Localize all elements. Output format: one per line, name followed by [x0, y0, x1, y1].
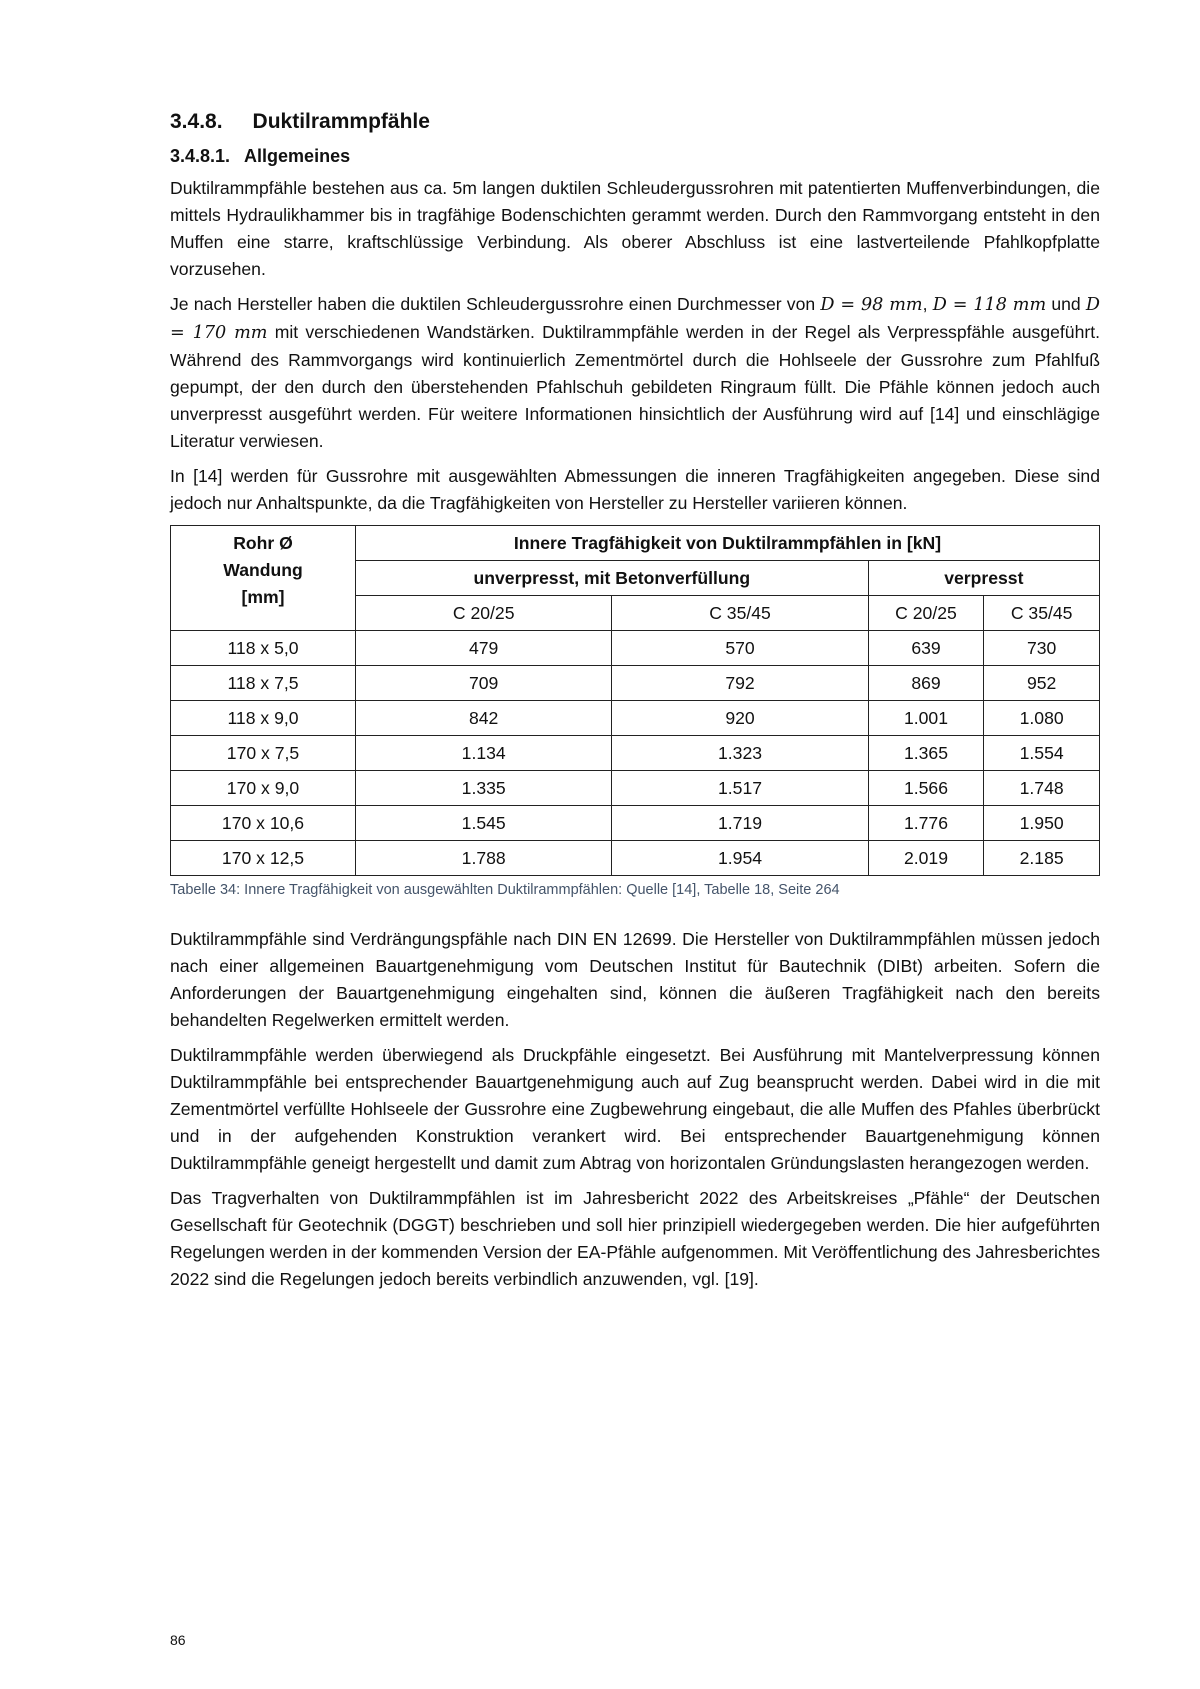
table-cell: 170 x 10,6: [171, 806, 356, 841]
section-number: 3.4.8.: [170, 110, 223, 133]
table-cell: 1.719: [612, 806, 868, 841]
paragraph-3: In [14] werden für Gussrohre mit ausgewählten Abmessungen die inneren Tragfähigkeiten angegeben. Diese sind jedoch nur Anhaltspunkte, da die Tragfähigkeiten von Hersteller zu Hersteller variieren können.: [170, 466, 1100, 513]
row-header-line-1: Rohr Ø: [233, 533, 293, 553]
page-number: 86: [170, 1632, 186, 1648]
sub-header: C 20/25: [356, 596, 612, 631]
table-cell: 1.365: [868, 736, 984, 771]
sub-header: C 35/45: [984, 596, 1100, 631]
table-row: [171, 631, 1100, 666]
paragraph-2-and: und: [1046, 294, 1086, 314]
table-cell: 920: [612, 701, 868, 736]
table-cell: 1.134: [356, 736, 612, 771]
table-cell: 2.185: [984, 841, 1100, 876]
row-header-line-3: [mm]: [241, 587, 285, 607]
sub-header: C 20/25: [868, 596, 984, 631]
table-row: [171, 736, 1100, 771]
table-cell: 1.950: [984, 806, 1100, 841]
section-title: Duktilrammpfähle: [252, 110, 430, 133]
paragraph-2: [170, 291, 1100, 455]
table-cell: 1.748: [984, 771, 1100, 806]
math-diameter-170: D = 170 mm: [170, 295, 1100, 343]
table-cell: 792: [612, 666, 868, 701]
table-cell: 170 x 12,5: [171, 841, 356, 876]
table-row: [171, 701, 1100, 736]
paragraph-2-comma: ,: [922, 294, 933, 314]
table-cell: 952: [984, 666, 1100, 701]
paragraph-1: Duktilrammpfähle bestehen aus ca. 5m langen duktilen Schleudergussrohren mit patentierten Muffenverbindungen, die mittels Hydraulikhammer bis in tragfähige Bodenschichten gerammt werden. Durch den Rammvorgang entsteht in den Muffen eine starre, kraftschlüssige Verbindung. Als oberer Abschluss ist eine lastverteilende Pfahlkopfplatte vorzusehen.: [170, 178, 1100, 279]
table-cell: 1.554: [984, 736, 1100, 771]
table-cell: 1.001: [868, 701, 984, 736]
paragraph-2-text-a: Je nach Hersteller haben die duktilen Schleudergussrohre einen Durchmesser von: [170, 294, 821, 314]
table-cell: 730: [984, 631, 1100, 666]
table-cell: 118 x 9,0: [171, 701, 356, 736]
table-cell: 1.566: [868, 771, 984, 806]
table-cell: 869: [868, 666, 984, 701]
math-diameter-98: D = 98 mm: [820, 295, 923, 315]
paragraph-2-text-b: mit verschiedenen Wandstärken. Duktilrammpfähle werden in der Regel als Verpresspfähle ausgeführt. Während des Rammvorgangs wird kontinuierlich Zementmörtel durch die Hohlseele der Gussrohre zum Pfahlfuß gepumpt, der den durch den überstehenden Pfahlschuh gebildeten Ringraum füllt. Die Pfähle können jedoch auch unverpresst ausgeführt werden. Für weitere Informationen hinsichtlich der Ausführung wird auf [14] und einschlägige Literatur verwiesen.: [170, 322, 1100, 451]
math-diameter-118: D = 118 mm: [932, 295, 1047, 315]
main-header: Innere Tragfähigkeit von Duktilrammpfählen in [kN]: [356, 526, 1100, 561]
table-cell: 170 x 9,0: [171, 771, 356, 806]
sub-header: C 35/45: [612, 596, 868, 631]
table-cell: 1.788: [356, 841, 612, 876]
table-cell: 639: [868, 631, 984, 666]
table-row: [171, 771, 1100, 806]
table-cell: 1.323: [612, 736, 868, 771]
table-cell: 1.776: [868, 806, 984, 841]
table-caption: Tabelle 34: Innere Tragfähigkeit von ausgewählten Duktilrammpfählen: Quelle [14], Tabelle 18, Seite 264: [170, 882, 840, 898]
table-cell: 170 x 7,5: [171, 736, 356, 771]
table-cell: 1.545: [356, 806, 612, 841]
row-header-cell: [171, 526, 356, 631]
table-cell: 479: [356, 631, 612, 666]
table-row: [171, 666, 1100, 701]
table-row: [171, 806, 1100, 841]
capacity-table: [170, 525, 1100, 876]
table-cell: 1.080: [984, 701, 1100, 736]
page-content: [170, 110, 1100, 1301]
section-heading: [170, 110, 1100, 134]
table-cell: 1.954: [612, 841, 868, 876]
table-cell: 709: [356, 666, 612, 701]
table-cell: 1.517: [612, 771, 868, 806]
table-cell: 2.019: [868, 841, 984, 876]
group-header-unverpresst: unverpresst, mit Betonverfüllung: [356, 561, 869, 596]
table-cell: 118 x 7,5: [171, 666, 356, 701]
table-row: [171, 841, 1100, 876]
row-header-line-2: Wandung: [223, 560, 303, 580]
subsection-number: 3.4.8.1.: [170, 146, 231, 166]
subsection-heading: [170, 146, 1100, 167]
table-cell: 842: [356, 701, 612, 736]
table-cell: 1.335: [356, 771, 612, 806]
paragraph-4: Duktilrammpfähle sind Verdrängungspfähle nach DIN EN 12699. Die Hersteller von Duktilrammpfählen müssen jedoch nach einer allgemeinen Bauartgenehmigung vom Deutschen Institut für Bautechnik (DIBt) arbeiten. Sofern die Anforderungen der Bauartgenehmigung eingehalten sind, können die äußeren Tragfähigkeit nach den bereits behandelten Regelwerken ermittelt werden.: [170, 929, 1100, 1030]
table-cell: 570: [612, 631, 868, 666]
paragraph-5: Duktilrammpfähle werden überwiegend als Druckpfähle eingesetzt. Bei Ausführung mit Mantelverpressung können Duktilrammpfähle bei entsprechender Bauartgenehmigung auch auf Zug beansprucht werden. Dabei wird in die mit Zementmörtel verfüllte Hohlseele der Gussrohre eine Zugbewehrung eingebaut, die alle Muffen des Pfahles überbrückt und in der aufgehenden Konstruktion verankert wird. Bei entsprechender Bauartgenehmigung können Duktilrammpfähle geneigt hergestellt und damit zum Abtrag von horizontalen Gründungslasten herangezogen werden.: [170, 1045, 1100, 1173]
table-cell: 118 x 5,0: [171, 631, 356, 666]
subsection-title: Allgemeines: [244, 146, 351, 166]
group-header-verpresst: verpresst: [868, 561, 1099, 596]
paragraph-6: Das Tragverhalten von Duktilrammpfählen ist im Jahresbericht 2022 des Arbeitskreises „Pfähle“ der Deutschen Gesellschaft für Geotechnik (DGGT) beschrieben und soll hier prinzipiell wiedergegeben werden. Die hier aufgeführten Regelungen werden in der kommenden Version der EA-Pfähle aufgenommen. Mit Veröffentlichung des Jahresberichtes 2022 sind die Regelungen jedoch bereits verbindlich anzuwenden, vgl. [19].: [170, 1188, 1100, 1289]
